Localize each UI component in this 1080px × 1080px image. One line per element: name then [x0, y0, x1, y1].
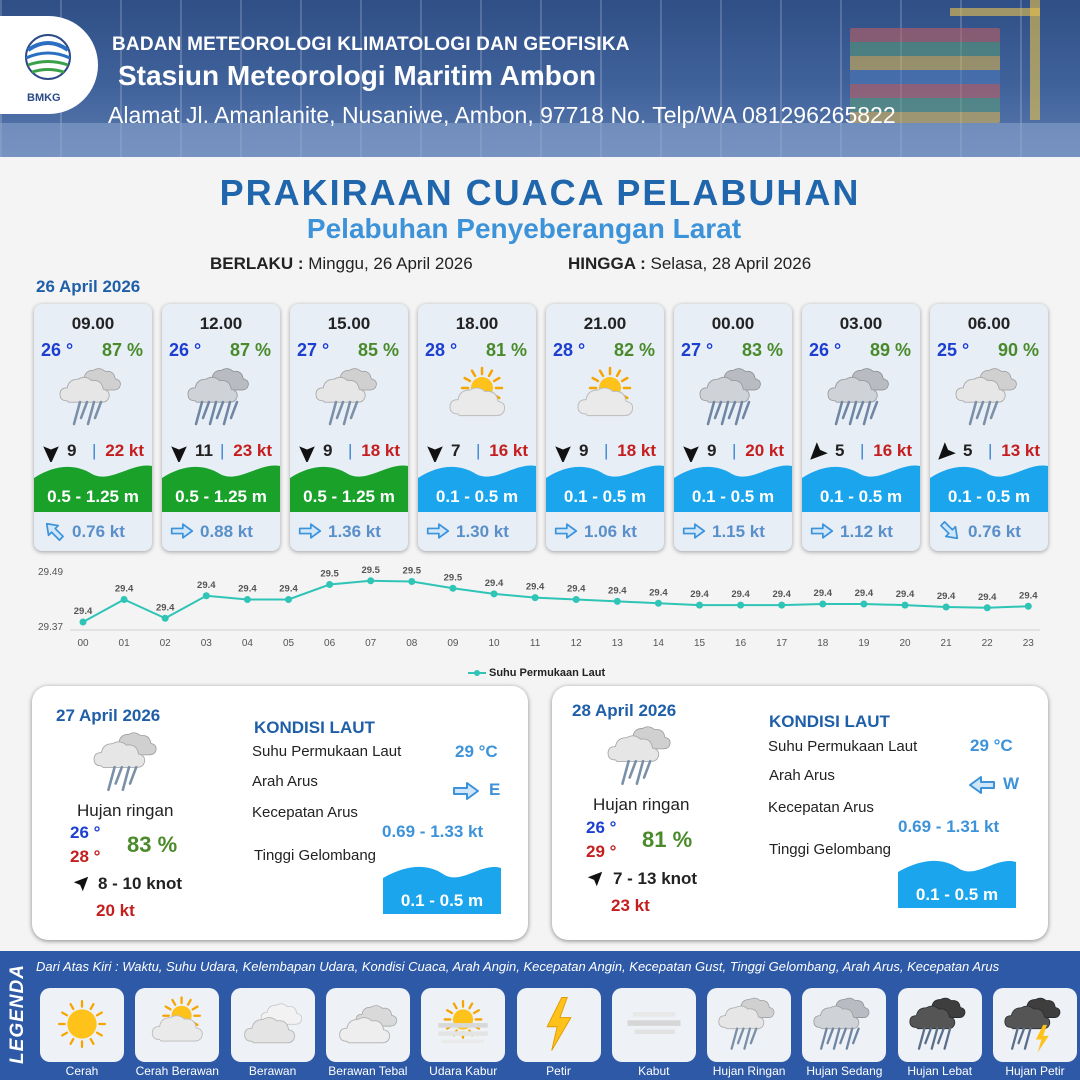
sst-data-label: 29.4	[238, 583, 257, 595]
day3-condition: Hujan ringan	[593, 795, 690, 814]
day3-temp-max: 29 °	[586, 842, 617, 861]
hujan-sedang-icon	[826, 362, 896, 432]
current-speed: 0.76 kt	[72, 522, 125, 541]
forecast-time: 06.00	[967, 314, 1011, 333]
day2-weather-icon	[92, 726, 164, 798]
x-tick-label: 15	[693, 638, 706, 649]
day2-current-dir: E	[489, 780, 501, 799]
legend-item	[707, 988, 791, 1062]
legend-item-label: Petir	[546, 1064, 571, 1078]
sst-data-point	[491, 590, 498, 597]
current-speed: 0.88 kt	[200, 522, 253, 541]
forecast-card	[162, 304, 280, 551]
sst-data-point	[573, 596, 580, 603]
humidity: 83 %	[741, 340, 783, 360]
x-tick-label: 19	[858, 638, 870, 649]
day3-weather-icon	[606, 720, 678, 792]
sst-data-label: 29.4	[484, 577, 504, 589]
humidity: 82 %	[613, 340, 655, 360]
wind-speed: 9	[67, 441, 77, 460]
x-tick-label: 08	[406, 638, 418, 649]
forecast-time: 00.00	[711, 314, 755, 333]
x-tick-label: 17	[776, 638, 788, 649]
gust-separator: |	[988, 441, 993, 460]
wind-speed: 9	[707, 441, 717, 460]
sst-data-point	[162, 615, 169, 622]
day2-wave-label: Tinggi Gelombang	[254, 847, 377, 864]
x-tick-label: 05	[282, 638, 295, 649]
sst-data-point	[1025, 603, 1032, 610]
x-tick-label: 14	[652, 638, 664, 649]
day2-temp-min: 26 °	[70, 823, 101, 842]
legend-item	[135, 988, 219, 1062]
sst-data-label: 29.4	[1019, 590, 1038, 602]
gust-separator: |	[732, 441, 737, 460]
cerah-berawan-icon	[442, 362, 512, 432]
x-tick-label: 16	[735, 638, 747, 649]
legend-item-label: Cerah	[65, 1064, 99, 1078]
gust-separator: |	[860, 441, 865, 460]
x-tick-label: 07	[365, 638, 377, 649]
forecast-time: 21.00	[583, 314, 627, 333]
cerah-icon	[50, 992, 114, 1056]
forecast-card	[34, 304, 152, 551]
wind-speed: 9	[323, 441, 333, 460]
sst-data-point	[819, 601, 826, 608]
wind-direction-icon	[424, 440, 446, 462]
udara-kabur-icon	[431, 992, 495, 1056]
legend-item	[993, 988, 1077, 1062]
current-direction-icon	[938, 519, 962, 543]
wind-speed: 5	[963, 441, 973, 460]
valid-to-label: HINGGA :	[568, 254, 646, 273]
x-tick-label: 18	[817, 638, 829, 649]
berawan-icon	[241, 992, 305, 1056]
legend-description: Dari Atas Kiri : Waktu, Suhu Udara, Kelembapan Udara, Kondisi Cuaca, Arah Angin, Kecepatan Angin, Kecepatan Gust, Tinggi Gelombang, Arah Arus, Kecepatan Arus	[36, 959, 1000, 974]
x-tick-label: 12	[570, 638, 582, 649]
sst-data-point	[449, 585, 456, 592]
wind-direction-icon	[168, 440, 190, 462]
legend-title	[0, 951, 34, 1080]
hujan-lebat-icon	[908, 992, 972, 1056]
hujan-sedang-icon	[698, 362, 768, 432]
current-direction-icon	[810, 519, 834, 543]
sst-data-point	[984, 604, 991, 611]
day1-date: 26 April 2026	[36, 277, 141, 296]
forecast-card	[930, 304, 1048, 551]
chart-legend	[468, 667, 605, 679]
sst-data-label: 29.4	[649, 587, 668, 599]
sst-data-label: 29.4	[936, 591, 956, 602]
legend-item	[326, 988, 410, 1062]
humidity: 81 %	[485, 340, 527, 360]
gust-speed: 23 kt	[233, 441, 272, 460]
legend-item-label: Hujan Sedang	[806, 1064, 883, 1078]
hujan-ringan-icon	[58, 362, 128, 432]
humidity: 87 %	[229, 340, 271, 360]
gust-separator: |	[220, 441, 225, 460]
day2-current-dir-label: Arah Arus	[252, 773, 318, 790]
current-direction-icon	[554, 519, 578, 543]
legend-item	[421, 988, 505, 1062]
wind-direction-icon	[40, 440, 62, 462]
gust-speed: 16 kt	[489, 441, 528, 460]
sst-data-label: 29.4	[731, 589, 750, 601]
day3-sst-value: 29 °C	[970, 736, 1013, 755]
x-tick-label: 04	[241, 638, 253, 649]
kabut-icon	[622, 992, 686, 1056]
x-tick-label: 09	[447, 638, 459, 649]
page-title: PRAKIRAAN CUACA PELABUHAN	[219, 172, 861, 213]
hujan-ringan-icon	[954, 362, 1024, 432]
day3-sea-title: KONDISI LAUT	[769, 712, 890, 731]
hujan-ringan-icon	[717, 992, 781, 1056]
sst-data-point	[737, 602, 744, 609]
x-tick-label: 11	[529, 638, 541, 649]
air-temperature: 26 °	[41, 340, 74, 360]
x-tick-label: 20	[899, 638, 911, 649]
wave-height: 0.1 - 0.5 m	[819, 487, 903, 506]
air-temperature: 27 °	[297, 340, 330, 360]
forecast-card	[290, 304, 408, 551]
wave-height: 0.1 - 0.5 m	[947, 487, 1031, 506]
wave-height: 0.5 - 1.25 m	[47, 487, 139, 506]
sst-data-label: 29.5	[361, 564, 380, 576]
sst-data-point	[203, 592, 210, 599]
gust-separator: |	[604, 441, 609, 460]
air-temperature: 26 °	[809, 340, 842, 360]
day3-wind-direction-icon	[586, 870, 604, 888]
sst-data-label: 29.4	[895, 589, 915, 601]
sst-data-label: 29.5	[402, 565, 422, 577]
valid-from-label: BERLAKU :	[210, 254, 304, 273]
berawan-tebal-icon	[336, 992, 400, 1056]
forecast-card	[802, 304, 920, 551]
wind-speed: 5	[835, 441, 845, 460]
sst-data-point	[80, 619, 87, 626]
day2-current-speed-label: Kecepatan Arus	[252, 804, 358, 821]
forecast-time: 15.00	[327, 314, 371, 333]
sst-data-point	[121, 596, 128, 603]
station-address: Alamat Jl. Amanlanite, Nusaniwe, Ambon, 97718 No. Telp/WA 081296265822	[108, 102, 896, 128]
legend-item-label: Udara Kabur	[429, 1064, 498, 1078]
x-tick-label: 10	[488, 638, 500, 649]
sst-data-point	[778, 602, 785, 609]
crane-illustration	[1030, 0, 1040, 120]
valid-from	[210, 254, 473, 274]
gust-separator: |	[92, 441, 97, 460]
gust-speed: 22 kt	[105, 441, 144, 460]
sst-data-label: 29.4	[197, 579, 216, 591]
gust-speed: 20 kt	[745, 441, 784, 460]
current-speed: 1.15 kt	[712, 522, 765, 541]
day2-condition: Hujan ringan	[77, 801, 174, 820]
forecast-card	[418, 304, 536, 551]
legend-title-text: LEGENDA	[7, 964, 28, 1064]
day3-current-arrow-icon	[968, 775, 996, 795]
legend-item	[898, 988, 982, 1062]
wind-direction-icon	[552, 440, 574, 462]
legend-item	[40, 988, 124, 1062]
air-temperature: 27 °	[681, 340, 714, 360]
current-speed: 1.36 kt	[328, 522, 381, 541]
humidity: 89 %	[869, 340, 911, 360]
x-tick-label: 21	[940, 638, 952, 649]
day2-current-speed: 0.69 - 1.33 kt	[382, 822, 484, 841]
day2-temp-max: 28 °	[70, 847, 101, 866]
day2-wind-speed: 8 - 10 knot	[98, 874, 183, 893]
hujan-petir-icon	[1003, 992, 1067, 1056]
humidity: 87 %	[101, 340, 143, 360]
legend-item-label: Hujan Lebat	[907, 1064, 973, 1078]
humidity: 90 %	[997, 340, 1039, 360]
legend-item-label: Kabut	[638, 1064, 670, 1078]
sst-data-label: 29.4	[690, 589, 709, 601]
legend-item	[231, 988, 315, 1062]
day3-gust: 23 kt	[611, 896, 650, 915]
gust-separator: |	[476, 441, 481, 460]
valid-to-value: Selasa, 28 April 2026	[650, 254, 812, 273]
crane-arm-illustration	[950, 8, 1040, 16]
x-tick-label: 00	[77, 638, 89, 649]
station-name: Stasiun Meteorologi Maritim Ambon	[118, 60, 597, 91]
hujan-sedang-icon	[812, 992, 876, 1056]
hujan-sedang-icon	[186, 362, 256, 432]
y-tick-label: 29.49	[38, 567, 64, 578]
y-tick-label: 29.37	[38, 622, 64, 633]
sst-data-label: 29.4	[155, 602, 175, 614]
day2-date: 27 April 2026	[56, 706, 161, 725]
wave-height: 0.1 - 0.5 m	[435, 487, 519, 506]
current-speed: 1.30 kt	[456, 522, 509, 541]
sst-data-point	[943, 604, 950, 611]
sst-data-label: 29.4	[566, 583, 586, 595]
port-name: Pelabuhan Penyeberangan Larat	[306, 213, 742, 244]
day2-sst-value: 29 °C	[455, 742, 498, 761]
cerah-berawan-icon	[570, 362, 640, 432]
sst-data-point	[244, 596, 251, 603]
organization-name: BADAN METEOROLOGI KLIMATOLOGI DAN GEOFISIKA	[112, 34, 630, 55]
gust-speed: 16 kt	[873, 441, 912, 460]
gust-speed: 18 kt	[361, 441, 400, 460]
forecast-time: 18.00	[455, 314, 499, 333]
wave-height: 0.5 - 1.25 m	[303, 487, 395, 506]
sst-data-label: 29.4	[114, 583, 134, 595]
air-temperature: 25 °	[937, 340, 970, 360]
humidity: 85 %	[357, 340, 399, 360]
legend-item-label: Hujan Ringan	[712, 1064, 786, 1078]
legend-item	[612, 988, 696, 1062]
x-tick-label: 23	[1022, 638, 1034, 649]
day2-humidity: 83 %	[127, 832, 178, 857]
forecast-card	[674, 304, 792, 551]
current-speed: 1.12 kt	[840, 522, 893, 541]
day3-date: 28 April 2026	[572, 701, 677, 720]
sst-data-label: 29.5	[320, 568, 339, 580]
sst-data-label: 29.4	[813, 588, 833, 599]
legend-series-name: Suhu Permukaan Laut	[489, 667, 606, 679]
sst-data-label: 29.4	[525, 581, 545, 593]
current-speed: 0.76 kt	[968, 522, 1021, 541]
wind-direction-icon	[936, 440, 958, 462]
sst-data-label: 29.4	[279, 583, 298, 595]
forecast-time: 12.00	[199, 314, 243, 333]
petir-icon	[527, 992, 591, 1056]
sst-data-label: 29.4	[977, 591, 997, 603]
sst-data-point	[532, 594, 539, 601]
cerah-berawan-icon	[145, 992, 209, 1056]
day3-current-speed: 0.69 - 1.31 kt	[898, 817, 1000, 836]
sst-data-point	[326, 581, 333, 588]
gust-speed: 18 kt	[617, 441, 656, 460]
x-tick-label: 22	[981, 638, 993, 649]
sst-data-point	[408, 578, 415, 585]
air-temperature: 28 °	[425, 340, 458, 360]
day3-humidity: 81 %	[642, 827, 693, 852]
x-tick-label: 02	[159, 638, 171, 649]
day2-panel	[32, 686, 528, 940]
day3-wave-label: Tinggi Gelombang	[769, 841, 892, 858]
wind-direction-icon	[680, 440, 702, 462]
sst-data-label: 29.4	[772, 589, 791, 601]
hujan-ringan-icon	[314, 362, 384, 432]
wave-height: 0.1 - 0.5 m	[563, 487, 647, 506]
bmkg-logo-icon	[20, 34, 76, 80]
legend-line-marker-icon	[468, 669, 486, 677]
day3-panel	[552, 686, 1048, 940]
gust-separator: |	[348, 441, 353, 460]
day2-gust: 20 kt	[96, 901, 135, 920]
sst-data-point	[696, 602, 703, 609]
sst-data-point	[860, 601, 867, 608]
wind-direction-icon	[808, 440, 830, 462]
valid-from-value: Minggu, 26 April 2026	[308, 254, 473, 273]
legend-item	[517, 988, 601, 1062]
day3-current-speed-label: Kecepatan Arus	[768, 799, 874, 816]
valid-to	[568, 254, 811, 274]
air-temperature: 26 °	[169, 340, 202, 360]
legend-item-label: Berawan Tebal	[328, 1064, 408, 1078]
wind-direction-icon	[296, 440, 318, 462]
forecast-time: 09.00	[71, 314, 115, 333]
wind-speed: 7	[451, 441, 461, 460]
wind-speed: 9	[579, 441, 589, 460]
wind-speed: 11	[195, 441, 213, 460]
day2-wind-direction-icon	[72, 875, 90, 893]
air-temperature: 28 °	[553, 340, 586, 360]
sst-data-label: 29.5	[443, 572, 463, 584]
current-direction-icon	[42, 519, 66, 543]
day2-sst-label: Suhu Permukaan Laut	[252, 743, 402, 760]
sst-series-line	[83, 581, 1028, 622]
current-direction-icon	[298, 519, 322, 543]
current-speed: 1.06 kt	[584, 522, 637, 541]
sst-data-label: 29.4	[73, 606, 93, 617]
sst-data-point	[655, 600, 662, 607]
current-direction-icon	[426, 519, 450, 543]
legend-item-label: Hujan Petir	[1005, 1064, 1065, 1078]
day3-wave-value: 0.1 - 0.5 m	[915, 885, 999, 904]
day3-wind-speed: 7 - 13 knot	[613, 869, 698, 888]
sst-data-point	[902, 602, 909, 609]
day2-current-arrow-icon	[452, 781, 480, 801]
wave-height: 0.1 - 0.5 m	[691, 487, 775, 506]
bmkg-logo-text: BMKG	[27, 92, 61, 104]
sst-data-point	[367, 577, 374, 584]
day3-current-dir-label: Arah Arus	[769, 767, 835, 784]
day3-temp-min: 26 °	[586, 818, 617, 837]
x-tick-label: 01	[118, 638, 130, 649]
day3-current-dir: W	[1003, 774, 1020, 793]
legend-item-label: Cerah Berawan	[135, 1064, 219, 1078]
sst-data-label: 29.4	[854, 588, 874, 599]
day3-sst-label: Suhu Permukaan Laut	[768, 738, 918, 755]
day2-sea-title: KONDISI LAUT	[254, 718, 375, 737]
legend-item-label: Berawan	[248, 1064, 297, 1078]
sst-data-point	[614, 598, 621, 605]
sst-data-label: 29.4	[608, 585, 627, 597]
current-direction-icon	[170, 519, 194, 543]
current-direction-icon	[682, 519, 706, 543]
x-tick-label: 06	[324, 638, 336, 649]
forecast-time: 03.00	[839, 314, 883, 333]
forecast-card	[546, 304, 664, 551]
x-tick-label: 13	[611, 638, 623, 649]
wave-height: 0.5 - 1.25 m	[175, 487, 267, 506]
gust-speed: 13 kt	[1001, 441, 1040, 460]
legend-item	[802, 988, 886, 1062]
sst-data-point	[285, 596, 292, 603]
x-tick-label: 03	[200, 638, 212, 649]
day2-wave-value: 0.1 - 0.5 m	[400, 891, 484, 910]
